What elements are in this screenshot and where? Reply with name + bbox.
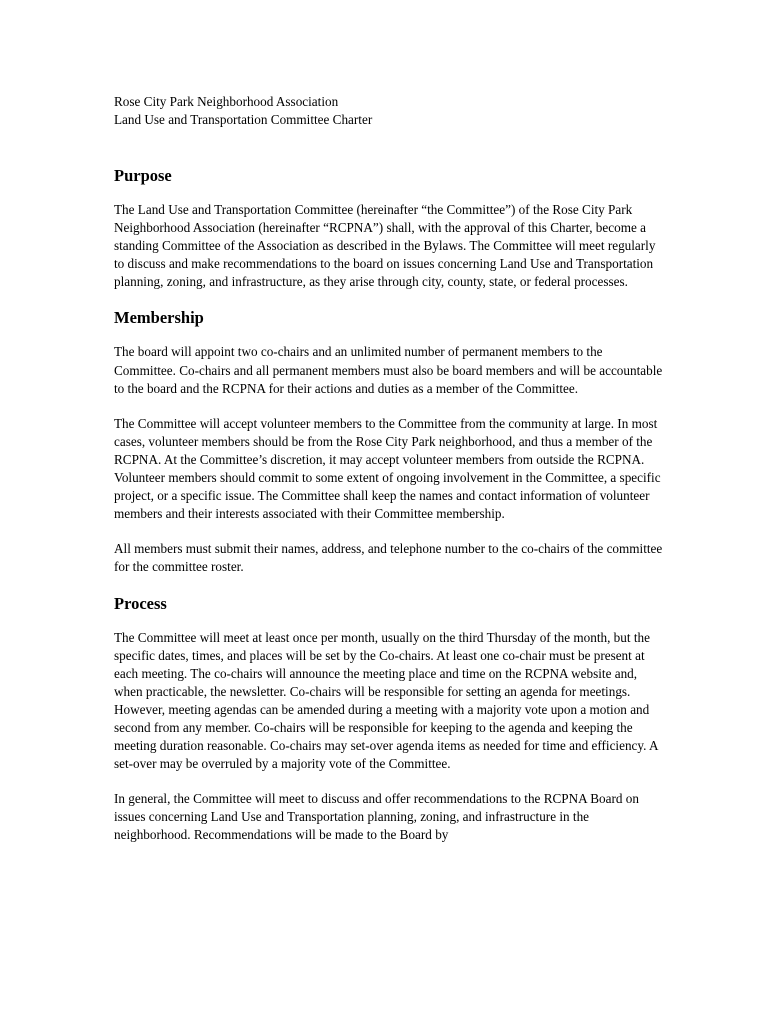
paragraph: The Committee will meet at least once per month, usually on the third Thursday of the month, but the specific dates, times, and places will be set by the Co-chairs. At least one co-chair must be present at each meeting. The co-chairs will announce the meeting place and time on the RCPNA website and, when practicable, the newsletter. Co-chairs will be responsible for setting an agenda for meetings. However, meeting agendas can be amended during a meeting with a majority vote upon a motion and second from any member. Co-chairs will be responsible for keeping to the agenda and keeping the meeting duration reasonable. Co-chairs may set-over agenda items as needed for time and efficiency. A set-over may be overruled by a majority vote of the Committee. [114, 629, 658, 772]
paragraph: In general, the Committee will meet to discuss and offer recommendations to the RCPNA Board on issues concerning Land Use and Transportation planning, zoning, and infrastructure in the neighborhood. Recommendations will be made to the Board by [114, 791, 639, 843]
section-purpose [114, 166, 666, 291]
document-header [114, 93, 666, 128]
section-membership [114, 308, 666, 576]
paragraph: The board will appoint two co-chairs and an unlimited number of permanent members to the Committee. Co-chairs and all permanent members must also be board members and will be accountable to the board and the RCPNA for their actions and duties as a member of the Committee. [114, 344, 663, 396]
section-process [114, 594, 666, 845]
paragraph: The Land Use and Transportation Committee (hereinafter “the Committee”) of the Rose City Park Neighborhood Association (hereinafter “RCPNA”) shall, with the approval of this Charter, become a standing Committee of the Association as described in the Bylaws. The Committee will meet regularly to discuss and make recommendations to the board on issues concerning Land Use and Transportation planning, zoning, and infrastructure, as they arise through city, county, state, or federal processes. [114, 202, 656, 290]
section-heading: Membership [114, 308, 204, 328]
document-page [114, 93, 666, 862]
paragraph: The Committee will accept volunteer members to the Committee from the community at large. In most cases, volunteer members should be from the Rose City Park neighborhood, and thus a member of the RCPNA. At the Committee’s discretion, it may accept volunteer members from outside the RCPNA. Volunteer members should commit to some extent of ongoing involvement in the Committee, a specific project, or a specific issue. The Committee shall keep the names and contact information of volunteer members and their interests associated with their Committee membership. [114, 415, 661, 522]
paragraph: All members must submit their names, address, and telephone number to the co-chairs of the committee for the committee roster. [114, 541, 663, 575]
organization-name: Rose City Park Neighborhood Association [114, 94, 339, 109]
document-title: Land Use and Transportation Committee Charter [114, 111, 373, 127]
section-heading: Process [114, 593, 167, 613]
section-heading: Purpose [114, 166, 172, 185]
